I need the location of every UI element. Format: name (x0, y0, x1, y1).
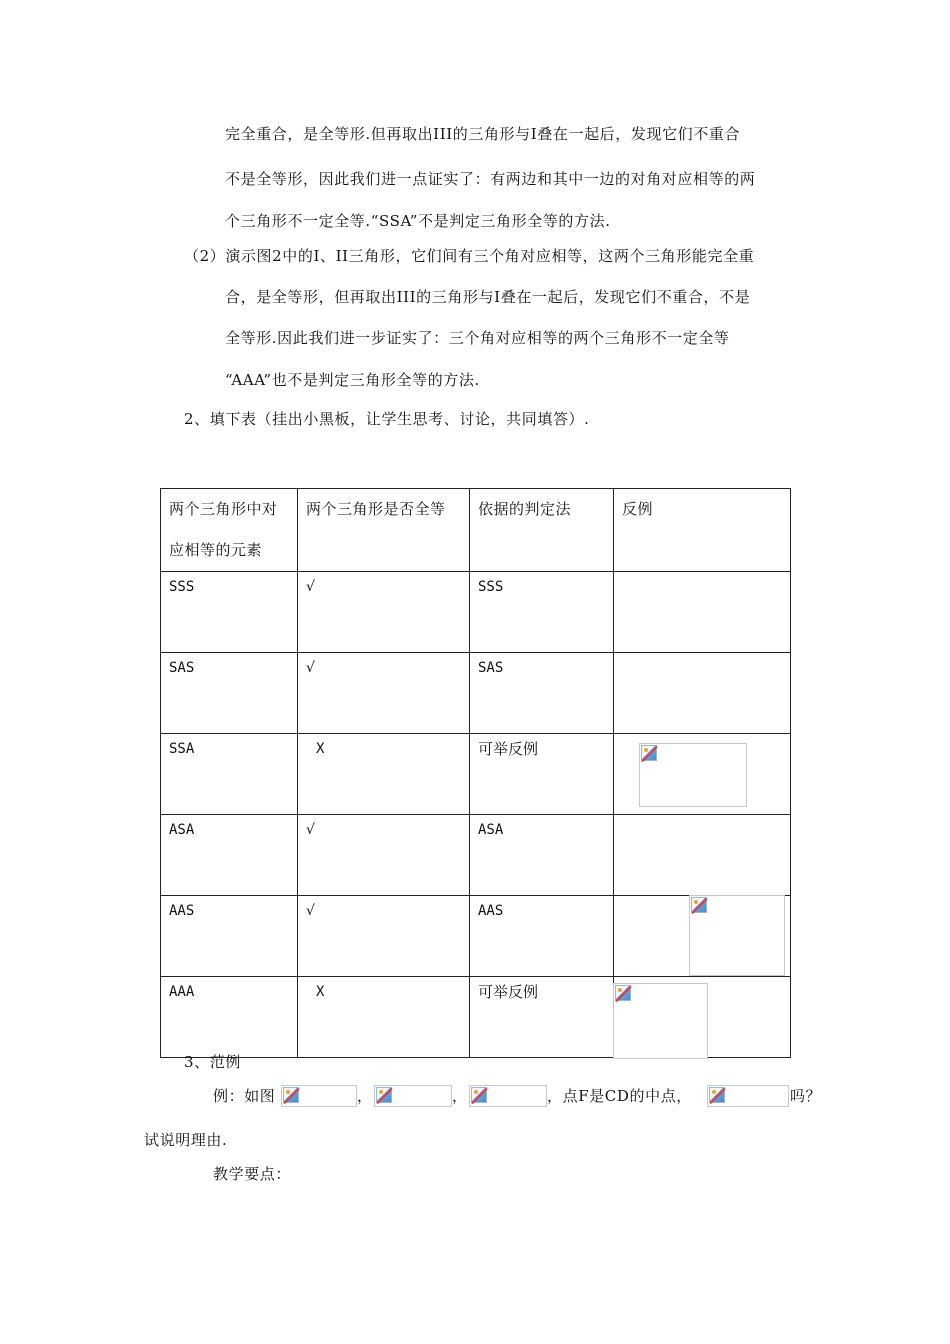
table-row (161, 734, 791, 815)
table-header-cell: 反例 (614, 489, 791, 572)
table-row (161, 896, 791, 977)
cell-element: AAA (161, 977, 298, 1058)
example-separator: ， (452, 1087, 468, 1105)
cell-congruent: √ (298, 572, 470, 653)
cell-method: 可举反例 (470, 734, 614, 815)
cell-counterexample (614, 653, 791, 734)
paragraph-1-line-1: 完全重合，是全等形.但再取出III的三角形与I叠在一起后，发现它们不重合 (225, 125, 741, 143)
example-condition-1-image (374, 1085, 452, 1107)
example-lead: 例：如图 (213, 1087, 276, 1105)
cell-method: 可举反例 (470, 977, 614, 1058)
cell-congruent: √ (298, 653, 470, 734)
table-header-cell: 两个三角形是否全等 (298, 489, 470, 572)
cell-method: SSS (470, 572, 614, 653)
cell-element: SSA (161, 734, 298, 815)
cell-element: ASA (161, 815, 298, 896)
counterexample-image (689, 895, 785, 976)
paragraph-2-line-3: 全等形.因此我们进一步证实了：三个角对应相等的两个三角形不一定全等 (225, 329, 730, 347)
broken-image-icon (641, 745, 657, 761)
example-question-image (707, 1085, 789, 1107)
broken-image-icon (615, 985, 631, 1001)
paragraph-1-line-3: 个三角形不一定全等.“SSA”不是判定三角形全等的方法. (225, 212, 611, 230)
table-row (161, 815, 791, 896)
table-row (161, 977, 791, 1058)
paragraph-2-line-4: “AAA”也不是判定三角形全等的方法. (225, 371, 480, 389)
cell-element: SSS (161, 572, 298, 653)
cell-counterexample (614, 815, 791, 896)
example-midpoint-text: ，点F是CD的中点， (547, 1087, 692, 1105)
cell-counterexample (614, 734, 791, 815)
cell-congruent: X (298, 734, 470, 815)
broken-image-icon (283, 1087, 299, 1103)
broken-image-icon (709, 1087, 725, 1103)
item-3-heading: 3、范例 (184, 1053, 241, 1071)
example-line-2: 试说明理由. (144, 1131, 228, 1149)
cell-congruent: X (298, 977, 470, 1058)
cell-counterexample (614, 896, 791, 977)
cell-element: AAS (161, 896, 298, 977)
example-condition-2-image (469, 1085, 547, 1107)
counterexample-image (613, 983, 708, 1059)
table-header-cell: 依据的判定法 (470, 489, 614, 572)
cell-method: AAS (470, 896, 614, 977)
broken-image-icon (376, 1087, 392, 1103)
cell-method: SAS (470, 653, 614, 734)
cell-counterexample (614, 977, 791, 1058)
example-separator: ， (357, 1087, 373, 1105)
table-row (161, 653, 791, 734)
broken-image-icon (691, 897, 707, 913)
table-row (161, 572, 791, 653)
broken-image-icon (471, 1087, 487, 1103)
cell-method: ASA (470, 815, 614, 896)
teaching-points-heading: 教学要点： (213, 1165, 292, 1183)
cell-congruent: √ (298, 896, 470, 977)
paragraph-2-line-2: 合，是全等形，但再取出III的三角形与I叠在一起后，发现它们不重合，不是 (225, 288, 751, 306)
header-elements-line-2: 应相等的元素 (169, 541, 263, 559)
cell-element: SAS (161, 653, 298, 734)
item-2-instruction: 2、填下表（挂出小黑板，让学生思考、讨论，共同填答）. (184, 410, 590, 428)
table-header-row (161, 489, 791, 572)
table-header-cell (161, 489, 298, 572)
example-question-end: 吗？ (790, 1087, 822, 1105)
paragraph-2-line-1: （2）演示图2中的I、II三角形，它们间有三个角对应相等，这两个三角形能完全重 (184, 247, 755, 265)
counterexample-image (639, 743, 747, 807)
congruence-table (160, 488, 791, 1058)
example-figure-image (281, 1085, 357, 1107)
cell-counterexample (614, 572, 791, 653)
cell-congruent: √ (298, 815, 470, 896)
header-elements-line-1: 两个三角形中对 (169, 500, 278, 518)
paragraph-1-line-2: 不是全等形，因此我们进一点证实了：有两边和其中一边的对角对应相等的两 (225, 170, 756, 188)
